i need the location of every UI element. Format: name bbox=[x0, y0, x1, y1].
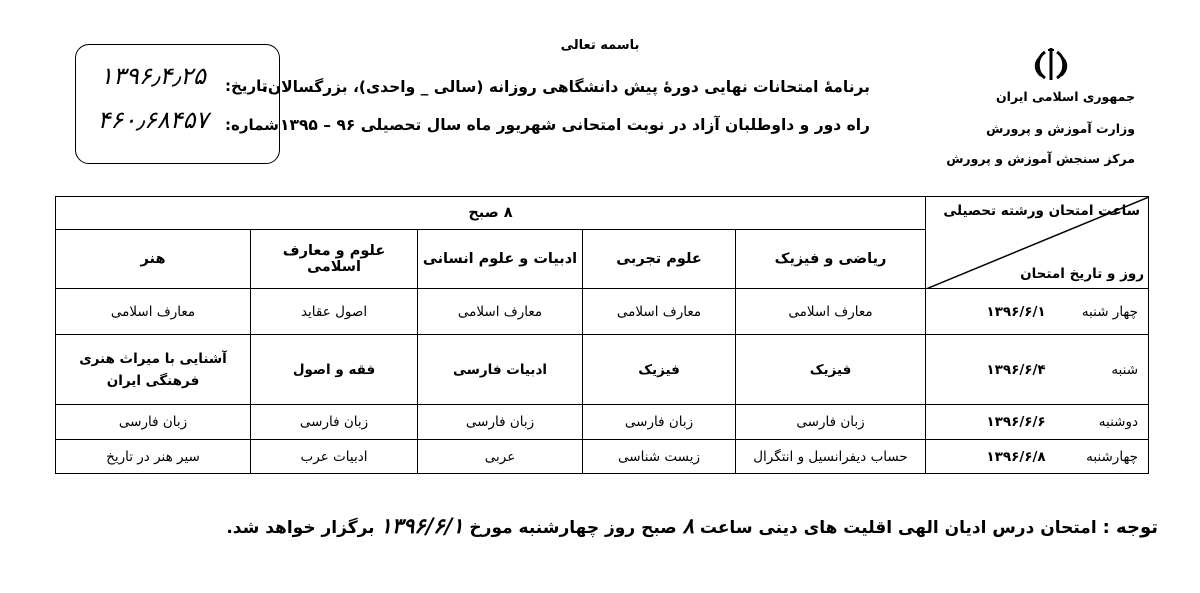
column-header-literature-humanities: ادبیات و علوم انسانی bbox=[418, 230, 583, 289]
day-name: دوشنبه bbox=[1098, 414, 1139, 430]
note-label: توجه : bbox=[1102, 517, 1158, 538]
subject-cell: زبان فارسی bbox=[583, 405, 736, 440]
exam-schedule-table bbox=[55, 196, 1149, 474]
note-text-after: برگزار خواهد شد. bbox=[226, 518, 375, 538]
exam-date: ۱۳۹۶/۶/۸ bbox=[986, 448, 1046, 465]
subject-cell: عربی bbox=[418, 440, 583, 474]
org-name-line2: وزارت آموزش و پرورش bbox=[986, 121, 1135, 136]
note-hour: ۸ bbox=[682, 513, 694, 538]
exam-date: ۱۳۹۶/۶/۱ bbox=[986, 303, 1046, 320]
number-value: ۴۶۰٫۶۸۴۵۷ bbox=[97, 106, 209, 134]
table-row bbox=[56, 335, 1149, 405]
table-row bbox=[56, 289, 1149, 335]
note-text-middle: صبح روز چهارشنبه مورخ bbox=[469, 518, 677, 538]
note-date: ۱۳۹۶/۶/۱ bbox=[380, 513, 464, 538]
day-date-cell bbox=[926, 289, 1149, 335]
org-name-line3: مرکز سنجش آموزش و پرورش bbox=[946, 151, 1135, 166]
subject-cell: فیزیک bbox=[736, 335, 926, 405]
iran-emblem-icon bbox=[1030, 44, 1072, 86]
table-corner-header bbox=[926, 197, 1149, 289]
note-text-before: امتحان درس ادیان الهی اقلیت های دینی ساعت bbox=[699, 518, 1097, 538]
basmala-heading: باسمه تعالی bbox=[560, 38, 640, 53]
subject-cell: معارف اسلامی bbox=[583, 289, 736, 335]
subject-cell: ادبیات عرب bbox=[251, 440, 418, 474]
subject-cell: زبان فارسی bbox=[418, 405, 583, 440]
exam-date: ۱۳۹۶/۶/۶ bbox=[986, 414, 1046, 430]
org-name-line1: جمهوری اسلامی ایران bbox=[996, 89, 1135, 104]
subject-cell: فقه و اصول bbox=[251, 335, 418, 405]
corner-header-top: ساعت امتحان ورشته تحصیلی bbox=[943, 203, 1141, 219]
table-row bbox=[56, 440, 1149, 474]
column-header-math-physics: ریاضی و فیزیک bbox=[736, 230, 926, 289]
subject-cell: سیر هنر در تاریخ bbox=[56, 440, 251, 474]
subject-cell: فیزیک bbox=[583, 335, 736, 405]
subject-cell: زبان فارسی bbox=[736, 405, 926, 440]
subject-cell: زیست شناسی bbox=[583, 440, 736, 474]
day-name: چهارشنبه bbox=[1086, 448, 1139, 465]
date-label: تاریخ: bbox=[225, 77, 268, 95]
subject-cell: معارف اسلامی bbox=[56, 289, 251, 335]
corner-header-bottom: روز و تاریخ امتحان bbox=[1020, 266, 1145, 282]
table-row bbox=[56, 405, 1149, 440]
day-date-cell bbox=[926, 405, 1149, 440]
day-date-cell bbox=[926, 440, 1149, 474]
column-header-art: هنر bbox=[56, 230, 251, 289]
subject-cell: آشنایی با میراث هنری فرهنگی ایران bbox=[56, 335, 251, 405]
exam-date: ۱۳۹۶/۶/۴ bbox=[986, 361, 1046, 378]
document-title-line1: برنامۀ امتحانات نهایی دورۀ پیش دانشگاهی روزانه (سالی _ واحدی)، بزرگسالان، bbox=[261, 78, 870, 96]
column-header-islamic-studies: علوم و معارف اسلامی bbox=[251, 230, 418, 289]
subject-cell: ادبیات فارسی bbox=[418, 335, 583, 405]
subject-cell: زبان فارسی bbox=[251, 405, 418, 440]
exam-note bbox=[226, 513, 1158, 538]
subject-cell: معارف اسلامی bbox=[736, 289, 926, 335]
subject-cell: حساب دیفرانسیل و انتگرال bbox=[736, 440, 926, 474]
document-title-line2: راه دور و داوطلبان آزاد در نوبت امتحانی شهریور ماه سال تحصیلی ۹۶ – ۱۳۹۵ bbox=[280, 116, 870, 134]
date-value: ۱۳۹۶٫۴٫۲۵ bbox=[100, 62, 206, 90]
day-name: چهار شنبه bbox=[1081, 303, 1139, 320]
exam-time-header: ۸ صبح bbox=[56, 197, 926, 230]
subject-cell: اصول عقاید bbox=[251, 289, 418, 335]
number-label: شماره: bbox=[225, 116, 279, 134]
day-name: شنبه bbox=[1111, 361, 1139, 378]
day-date-cell bbox=[926, 335, 1149, 405]
subject-cell: معارف اسلامی bbox=[418, 289, 583, 335]
column-header-experimental-sciences: علوم تجربی bbox=[583, 230, 736, 289]
subject-cell: زبان فارسی bbox=[56, 405, 251, 440]
